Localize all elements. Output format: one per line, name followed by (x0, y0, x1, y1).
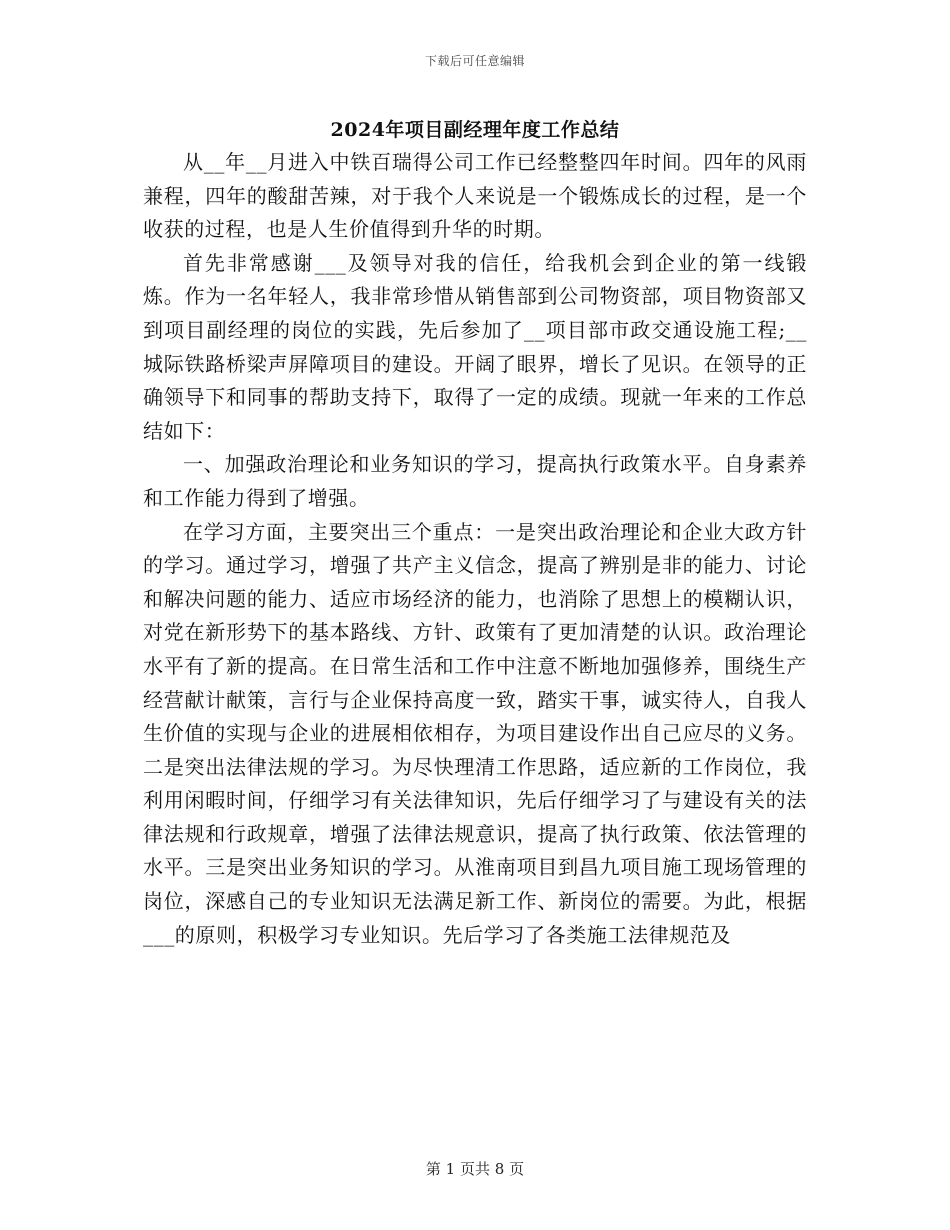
page-number: 第 1 页共 8 页 (425, 1160, 525, 1178)
paragraph-thanks: 首先非常感谢___及领导对我的信任，给我机会到企业的第一线锻炼。作为一名年轻人，我非常珍惜从销售部到公司物资部，项目物资部又到项目副经理的岗位的实践，先后参加了__项目部市政交通设施工程;__城际铁路桥梁声屏障项目的建设。开阔了眼界，增长了见识。在领导的正确领导下和同事的帮助支持下，取得了一定的成绩。现就一年来的工作总结如下： (143, 250, 807, 443)
paragraph-section-one-heading: 一、加强政治理论和业务知识的学习，提高执行政策水平。自身素养和工作能力得到了增强。 (143, 452, 807, 510)
paragraph-intro: 从__年__月进入中铁百瑞得公司工作已经整整四年时间。四年的风雨兼程，四年的酸甜苦辣，对于我个人来说是一个锻炼成长的过程，是一个收获的过程，也是人生价值得到升华的时期。 (143, 150, 807, 242)
document-body (143, 146, 807, 952)
paragraph-study: 在学习方面，主要突出三个重点：一是突出政治理论和企业大政方针的学习。通过学习，增强了共产主义信念，提高了辨别是非的能力、讨论和解决问题的能力、适应市场经济的能力，也消除了思想上的模糊认识，对党在新形势下的基本路线、方针、政策有了更加清楚的认识。政治理论水平有了新的提高。在日常生活和工作中注意不断地加强修养，围绕生产经营献计献策，言行与企业保持高度一致，踏实干事，诚实待人，自我人生价值的实现与企业的进展相依相存，为项目建设作出自己应尽的义务。二是突出法律法规的学习。为尽快理清工作思路，适应新的工作岗位，我利用闲暇时间，仔细学习有关法律知识，先后仔细学习了与建设有关的法律法规和行政规章，增强了法律法规意识，提高了执行政策、依法管理的水平。三是突出业务知识的学习。从淮南项目到昌九项目施工现场管理的岗位，深感自己的专业知识无法满足新工作、新岗位的需要。为此，根据___的原则，积极学习专业知识。先后学习了各类施工法律规范及 (143, 519, 807, 947)
document-title: 2024年项目副经理年度工作总结 (330, 119, 620, 141)
page-header-note: 下载后可任意编辑 (424, 54, 525, 68)
